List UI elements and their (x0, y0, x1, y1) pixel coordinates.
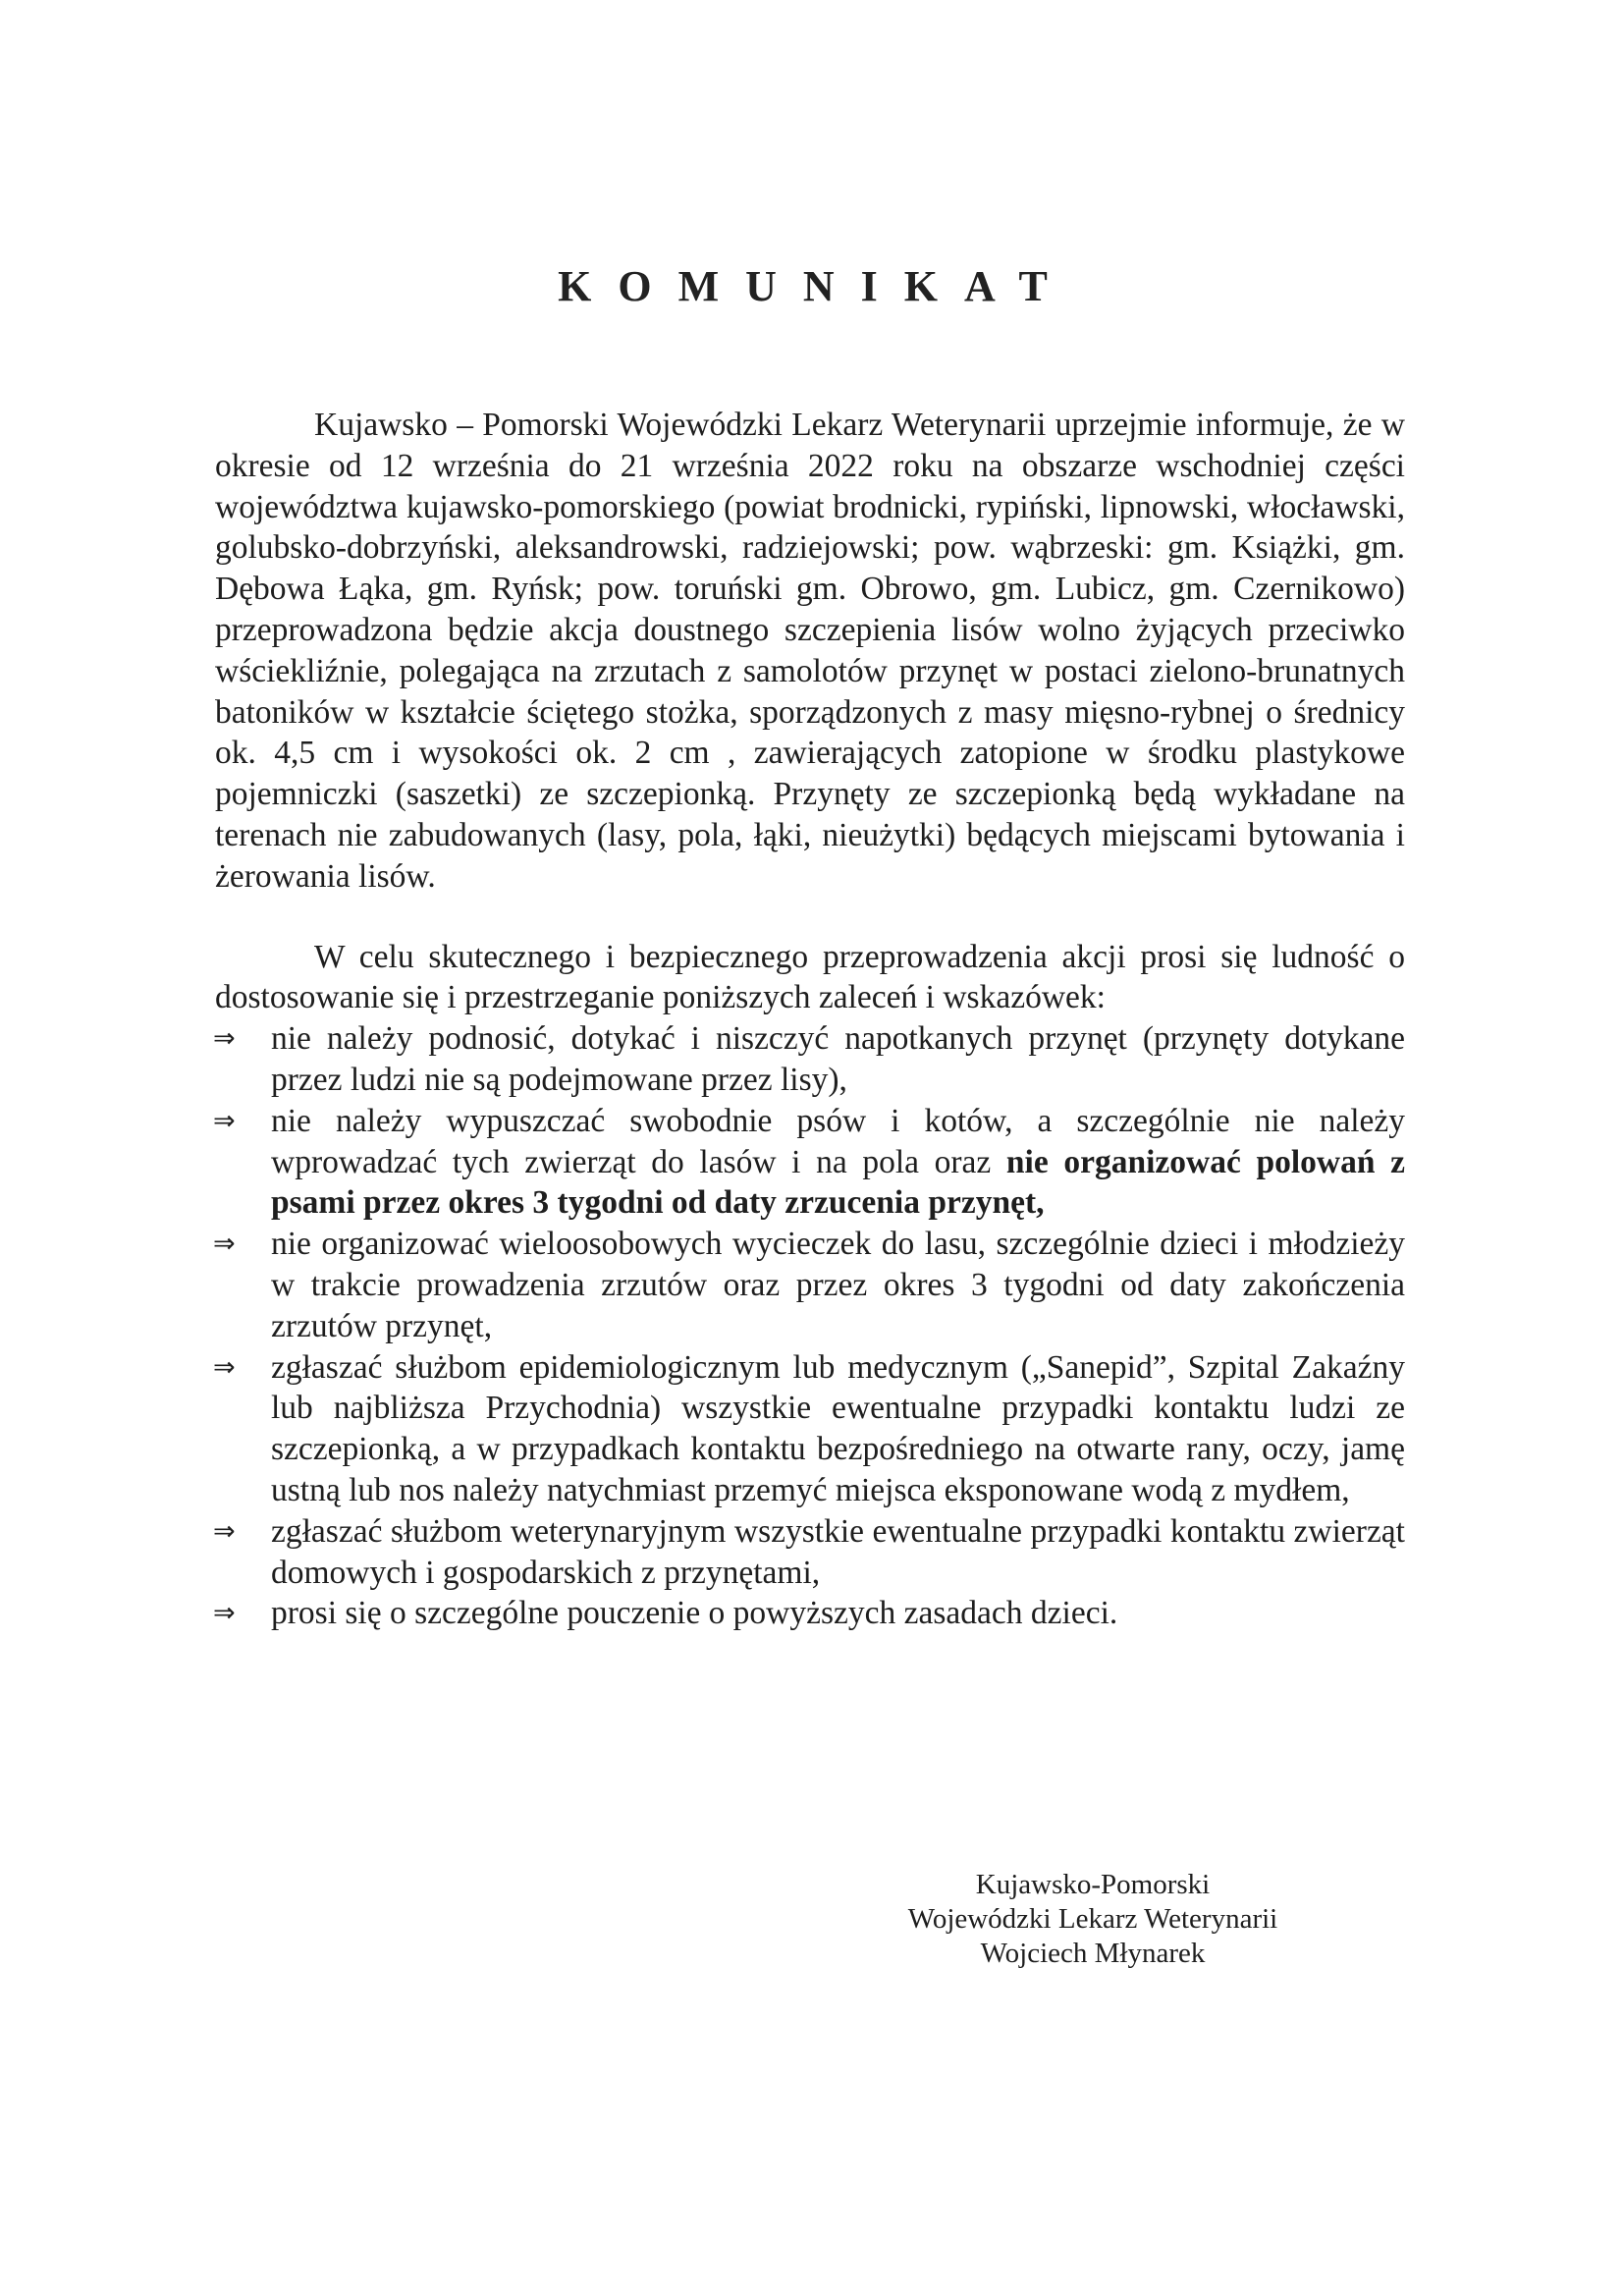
list-item (215, 1511, 1405, 1594)
double-arrow-icon: ⇒ (213, 1351, 236, 1383)
list-item (215, 1347, 1405, 1511)
document-title: KOMUNIKAT (558, 262, 1074, 310)
list-item-text: zgłaszać służbom weterynaryjnym wszystkie ewentualne przypadki kontaktu zwierząt domowych i gospodarskich z przynętami, (271, 1512, 1405, 1591)
list-item-text: prosi się o szczególne pouczenie o powyższych zasadach dzieci. (271, 1595, 1118, 1632)
double-arrow-icon: ⇒ (213, 1598, 236, 1629)
list-item-text: nie należy podnosić, dotykać i niszczyć napotkanych przynęt (przynęty dotykane przez ludzi nie są podejmowane przez lisy), (271, 1020, 1405, 1098)
double-arrow-icon: ⇒ (213, 1105, 236, 1136)
list-item-text: nie organizować wieloosobowych wycieczek do lasu, szczególnie dzieci i młodzieży w trakcie prowadzenia zrzutów oraz przez okres 3 tygodni od daty zakończenia zrzutów przynęt, (271, 1226, 1405, 1344)
signature-name: Wojciech Młynarek (980, 1938, 1206, 1969)
double-arrow-icon: ⇒ (213, 1023, 236, 1055)
list-item (215, 1593, 1405, 1634)
signature-block (867, 1868, 1319, 1971)
list-item-bold-text: nie organizować polowań z psami przez okres 3 tygodni od daty zrzucenia przynęt, (271, 1143, 1405, 1222)
document-body (215, 405, 1405, 1634)
list-item (215, 1101, 1405, 1224)
list-item-text: zgłaszać służbom epidemiologicznym lub medycznym („Sanepid”, Szpital Zakaźny lub najbliższa Przychodnia) wszystkie ewentualne przypadki kontaktu ludzi ze szczepionką, a w przypadkach kontaktu bezpośredniego na otwarte rany, oczy, jamę ustną lub nos należy natychmiast przemyć miejsca eksponowane wodą z mydłem, (271, 1348, 1405, 1508)
list-item (215, 1018, 1405, 1101)
intro-paragraph: Kujawsko – Pomorski Wojewódzki Lekarz Weterynarii uprzejmie informuje, że w okresie od 12 września do 21 września 2022 roku na obszarze wschodniej części województwa kujawsko-pomorskiego (powiat brodnicki, rypiński, lipnowski, włocławski, golubsko-dobrzyński, aleksandrowski, radziejowski; pow. wąbrzeski: gm. Książki, gm. Dębowa Łąka, gm. Ryńsk; pow. toruński gm. Obrowo, gm. Lubicz, gm. Czernikowo) przeprowadzona będzie akcja doustnego szczepienia lisów wolno żyjących przeciwko wściekliźnie, polegająca na zrzutach z samolotów przynęt w postaci zielono-brunatnych batoników w kształcie ściętego stożka, sporządzonych z masy mięsno-rybnej o średnicy ok. 4,5 cm i wysokości ok. 2 cm , zawierających zatopione w środku plastykowe pojemniczki (saszetki) ze szczepionką. Przynęty ze szczepionką będą wykładane na terenach nie zabudowanych (lasy, pola, łąki, nieużytki) będących miejscami bytowania i żerowania lisów. (215, 407, 1405, 895)
recommendations-list (215, 1018, 1405, 1634)
double-arrow-icon: ⇒ (213, 1229, 236, 1260)
signature-office: Wojewódzki Lekarz Weterynarii (907, 1903, 1278, 1935)
list-item (215, 1224, 1405, 1346)
double-arrow-icon: ⇒ (213, 1515, 236, 1547)
signature-region: Kujawsko-Pomorski (975, 1869, 1211, 1900)
instructions-paragraph: W celu skutecznego i bezpiecznego przeprowadzenia akcji prosi się ludność o dostosowanie się i przestrzeganie poniższych zaleceń i wskazówek: (215, 938, 1405, 1016)
list-item-text: nie należy wypuszczać swobodnie psów i kotów, a szczególnie nie należy wprowadzać tych zwierząt do lasów i na pola oraz (271, 1102, 1405, 1180)
